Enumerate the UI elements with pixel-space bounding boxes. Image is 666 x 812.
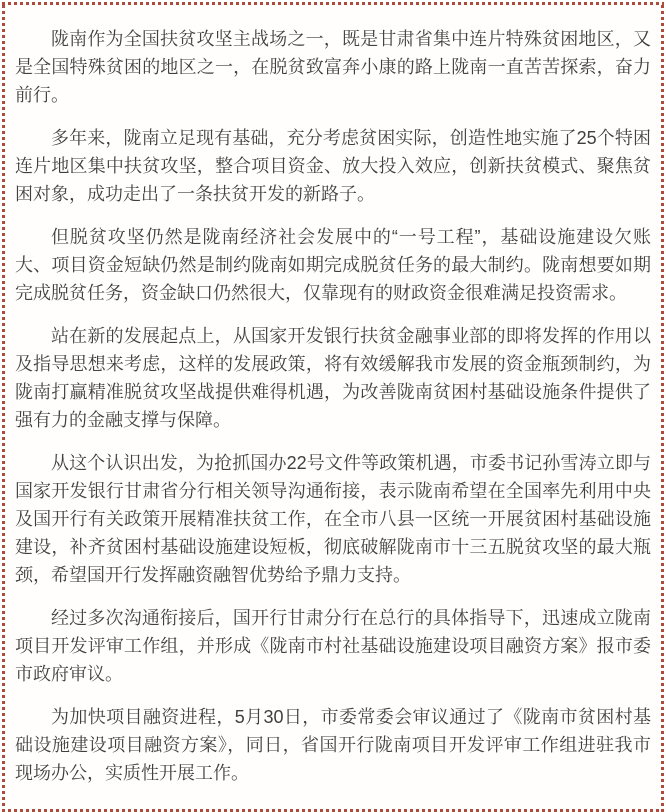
article-paragraph: 站在新的发展起点上，从国家开发银行扶贫金融事业部的即将发挥的作用以及指导思想来考虑，这样的发展政策，将有效缓解我市发展的资金瓶颈制约，为陇南打赢精准脱贫攻坚战提供难得机遇，为改善陇南贫困村基础设施条件提供了强有力的金融支撑与保障。: [15, 326, 651, 430]
article-paragraph: 但脱贫攻坚仍然是陇南经济社会发展中的“一号工程”，基础设施建设欠账大、项目资金短缺仍然是制约陇南如期完成脱贫任务的最大制约。陇南想要如期完成脱贫任务，资金缺口仍然很大，仅靠现有的财政资金很难满足投资需求。: [15, 227, 651, 303]
article-paragraph: 从这个认识出发，为抢抓国办22号文件等政策机遇，市委书记孙雪涛立即与国家开发银行甘肃省分行相关领导沟通衔接，表示陇南希望在全国率先利用中央及国开行有关政策开展精准扶贫工作，在全市八县一区统一开展贫困村基础设施建设，补齐贫困村基础设施建设短板，彻底破解陇南市十三五脱贫攻坚的最大瓶颈，希望国开行发挥融资融智优势给予鼎力支持。: [15, 453, 651, 585]
article-paragraph: 多年来，陇南立足现有基础，充分考虑贫困实际，创造性地实施了25个特困连片地区集中扶贫攻坚，整合项目资金、放大投入效应，创新扶贫模式、聚焦贫困对象，成功走出了一条扶贫开发的新路子。: [15, 128, 651, 204]
article-panel: [2, 2, 664, 812]
article-paragraph: 经过多次沟通衔接后，国开行甘肃分行在总行的具体指导下，迅速成立陇南项目开发评审工作组，并形成《陇南市村社基础设施建设项目融资方案》报市委市政府审议。: [15, 608, 651, 684]
article-paragraph: 陇南作为全国扶贫攻坚主战场之一，既是甘肃省集中连片特殊贫困地区，又是全国特殊贫困的地区之一，在脱贫致富奔小康的路上陇南一直苦苦探索，奋力前行。: [15, 29, 651, 105]
article-paragraph: 为加快项目融资进程，5月30日，市委常委会审议通过了《陇南市贫困村基础设施建设项目融资方案》，同日，省国开行陇南项目开发评审工作组进驻我市现场办公，实质性开展工作。: [15, 707, 651, 783]
